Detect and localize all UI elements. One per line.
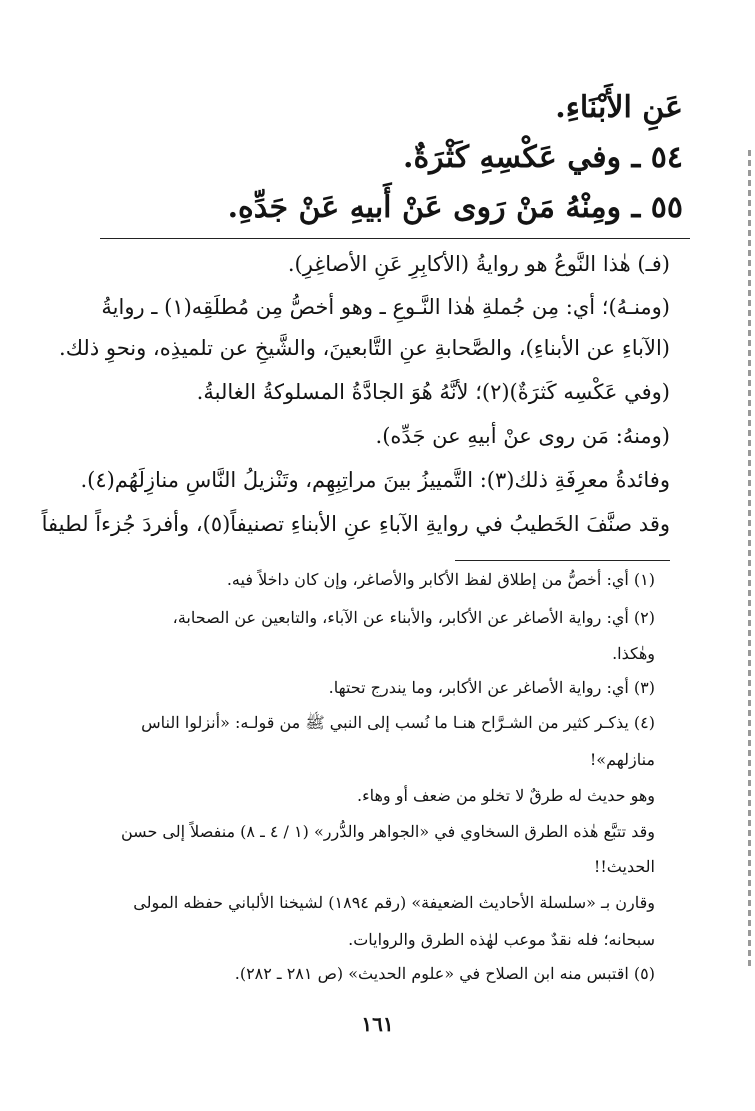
scan-edge-shadow [748,150,751,970]
footnote-line: وهو حديث له طرقٌ لا تخلو من ضعف أو وهاء. [357,786,655,805]
commentary-line: (فـ) هٰذا النَّوعُ هو روايةُ (الأكابِرِ عَنِ الأصاغِرِ). [287,252,670,276]
commentary-line: وفائدةُ معرِفَةِ ذلك(٣): التَّمييزُ بينَ مراتِبِهِم، وتَنْزيلُ النَّاسِ منازِلَهُم(٤). [80,468,670,492]
matn-line-54: ٥٤ ـ وفي عَكْسِهِ كَثْرَةٌ. [403,140,683,175]
footnote-line: سبحانه؛ فله نقدٌ موعب لهٰذه الطرق والروايات. [348,930,655,949]
footnote-line: (١) أي: أخصُّ من إطلاق لفظ الأكابر والأصاغر، وإن كان داخلاً فيه. [226,570,655,589]
footnote-line: (٥) اقتبس منه ابن الصلاح في «علوم الحديث» (ص ٢٨١ ـ ٢٨٢). [234,964,655,983]
footnote-line: (٤) يذكـر كثير من الشـرَّاح هنـا ما نُسب إلى النبي ﷺ من قولـه: «أنزلوا الناس [141,713,655,732]
footnote-line: وقارن بـ «سلسلة الأحاديث الضعيفة» (رقم ١٨٩٤) لشيخنا الألباني حفظه المولى [133,893,655,912]
footnote-line: وهٰكذا. [612,644,655,663]
commentary-line: (ومنهُ: مَن روى عنْ أبيهِ عن جَدِّه). [375,424,670,448]
footnote-line: الحديث!! [593,857,655,876]
footnote-line: (٣) أي: رواية الأصاغر عن الأكابر، وما يندرج تحتها. [328,678,655,697]
commentary-line: وقد صنَّفَ الخَطيبُ في روايةِ الآباءِ عنِ الأبناءِ تصنيفاً(٥)، وأفردَ جُزءاً لطيفاً [41,512,670,536]
page-number: ١٦١ [361,1012,394,1036]
matn-line-55: ٥٥ ـ ومِنْهُ مَنْ رَوى عَنْ أَبيهِ عَنْ جَدِّهِ. [227,190,683,225]
commentary-line: (وفي عَكْسِه كَثرَةٌ)(٢)؛ لأنَّهُ هُوَ الجادَّةُ المسلوكةُ الغالبةُ. [196,380,670,404]
commentary-line: (الآباءِ عن الأبناءِ)، والصَّحابةِ عنِ التَّابعينَ، والشَّيخِ عن تلميذِه، ونحوِ ذلك. [59,336,670,360]
footnote-line: منازلهم»! [589,750,655,769]
footnote-line: وقد تتبَّع هٰذه الطرق السخاوي في «الجواهر والدُّرر» (١ / ٤ ـ ٨) منفصلاً إلى حسن [121,822,655,841]
matn-divider [100,238,690,239]
footnote-line: (٢) أي: رواية الأصاغر عن الأكابر، والأبناء عن الآباء، والتابعين عن الصحابة، [172,608,655,627]
commentary-line: (ومنـهُ)؛ أي: مِن جُملةِ هٰذا النَّـوعِ ـ وهو أخصُّ مِن مُطلَقِه(١) ـ روايةُ [101,295,670,319]
footnote-divider [455,560,670,561]
matn-line-1: عَنِ الأَبْنَاءِ. [555,90,683,125]
